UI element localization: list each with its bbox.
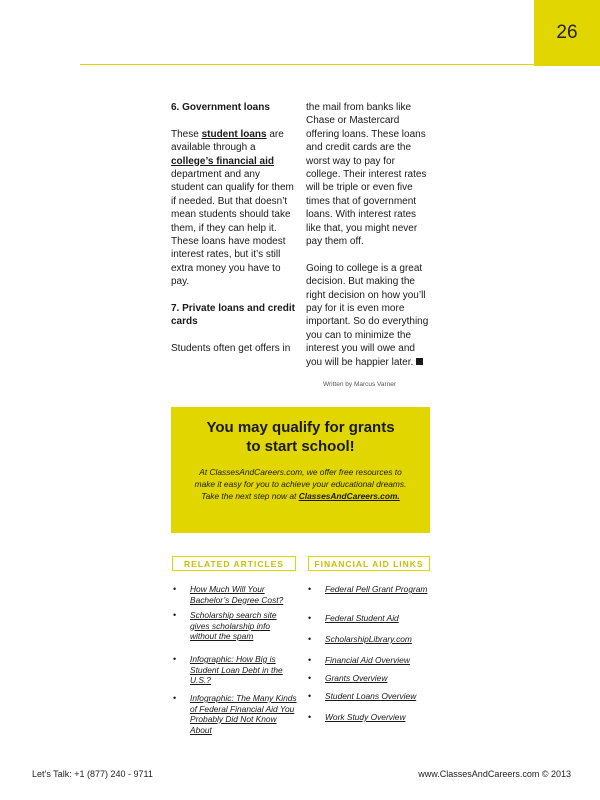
financial-aid-link-item[interactable]: • Federal Student Aid: [308, 613, 433, 634]
section-7-paragraph-continued: the mail from banks like Chase or Mastercard offering loans. These loans and credit cards are the worst way to pay for college. Their interest rates will be triple or even five times that of government loans. With interest rates like that, you might never pay them off.: [306, 102, 427, 248]
article-column-right: [306, 101, 430, 369]
related-articles-label: RELATED ARTICLES: [172, 556, 296, 571]
financial-aid-link-item[interactable]: • Student Loans Overview: [308, 691, 433, 712]
footer-site: www.ClassesAndCareers.com © 2013: [418, 769, 571, 779]
financial-aid-link-item[interactable]: • Work Study Overview: [308, 712, 433, 723]
college-financial-aid-link[interactable]: college’s financial aid: [171, 155, 274, 167]
section-7-paragraph: Students often get offers in: [171, 343, 291, 355]
financial-aid-link-item[interactable]: • Financial Aid Overview: [308, 655, 433, 673]
article-column-left: [171, 101, 295, 356]
section-6-paragraph: These student loans are available through a college’s financial aid department and any student can qualify for them if needed. But that doesn’t mean students should take them, if they can help it. These loans have modest interest rates, but it’s still extra money you have to pay.: [171, 128, 294, 288]
promo-body: At ClassesAndCareers.com, we offer free resources to make it easy for you to achieve your educational dreams. Take the next step now at ClassesAndCareers.com.: [194, 467, 407, 501]
section-6-heading: 6. Government loans: [171, 102, 270, 113]
related-article-item[interactable]: • Scholarship search site gives scholarship info without the spam: [173, 610, 298, 654]
related-article-item[interactable]: • Infographic: How Big is Student Loan Debt in the U.S.?: [173, 654, 298, 693]
promo-box: [171, 407, 430, 533]
promo-title: You may qualify for grants to start school!: [206, 419, 395, 455]
page-number: 26: [556, 22, 578, 43]
page-number-box: [534, 0, 600, 66]
financial-aid-link-item[interactable]: • ScholarshipLibrary.com: [308, 634, 433, 655]
section-7-heading: 7. Private loans and credit cards: [171, 303, 295, 328]
closing-paragraph: Going to college is a great decision. But making the right decision on how you’ll pay for it is even more important. So do everything you can to minimize the interest you will owe and you will be happier later.: [306, 262, 429, 368]
related-article-item[interactable]: • Infographic: The Many Kinds of Federal Financial Aid You Probably Did Not Know About: [173, 693, 298, 735]
student-loans-link[interactable]: student loans: [201, 128, 267, 140]
header-rule: [80, 64, 534, 65]
related-article-item[interactable]: • How Much Will Your Bachelor’s Degree Cost?: [173, 584, 298, 610]
footer-contact: Let’s Talk: +1 (877) 240 - 9711: [32, 769, 153, 779]
byline: Written by Marcus Varner: [323, 381, 397, 388]
end-of-article-mark: [416, 358, 423, 365]
financial-aid-links-list: [308, 584, 433, 723]
financial-aid-link-item[interactable]: • Grants Overview: [308, 673, 433, 691]
financial-aid-link-item[interactable]: • Federal Pell Grant Program: [308, 584, 433, 613]
financial-aid-links-label: FINANCIAL AID LINKS: [308, 556, 430, 571]
promo-site-link[interactable]: ClassesAndCareers.com.: [298, 491, 400, 501]
related-articles-list: [173, 584, 298, 735]
